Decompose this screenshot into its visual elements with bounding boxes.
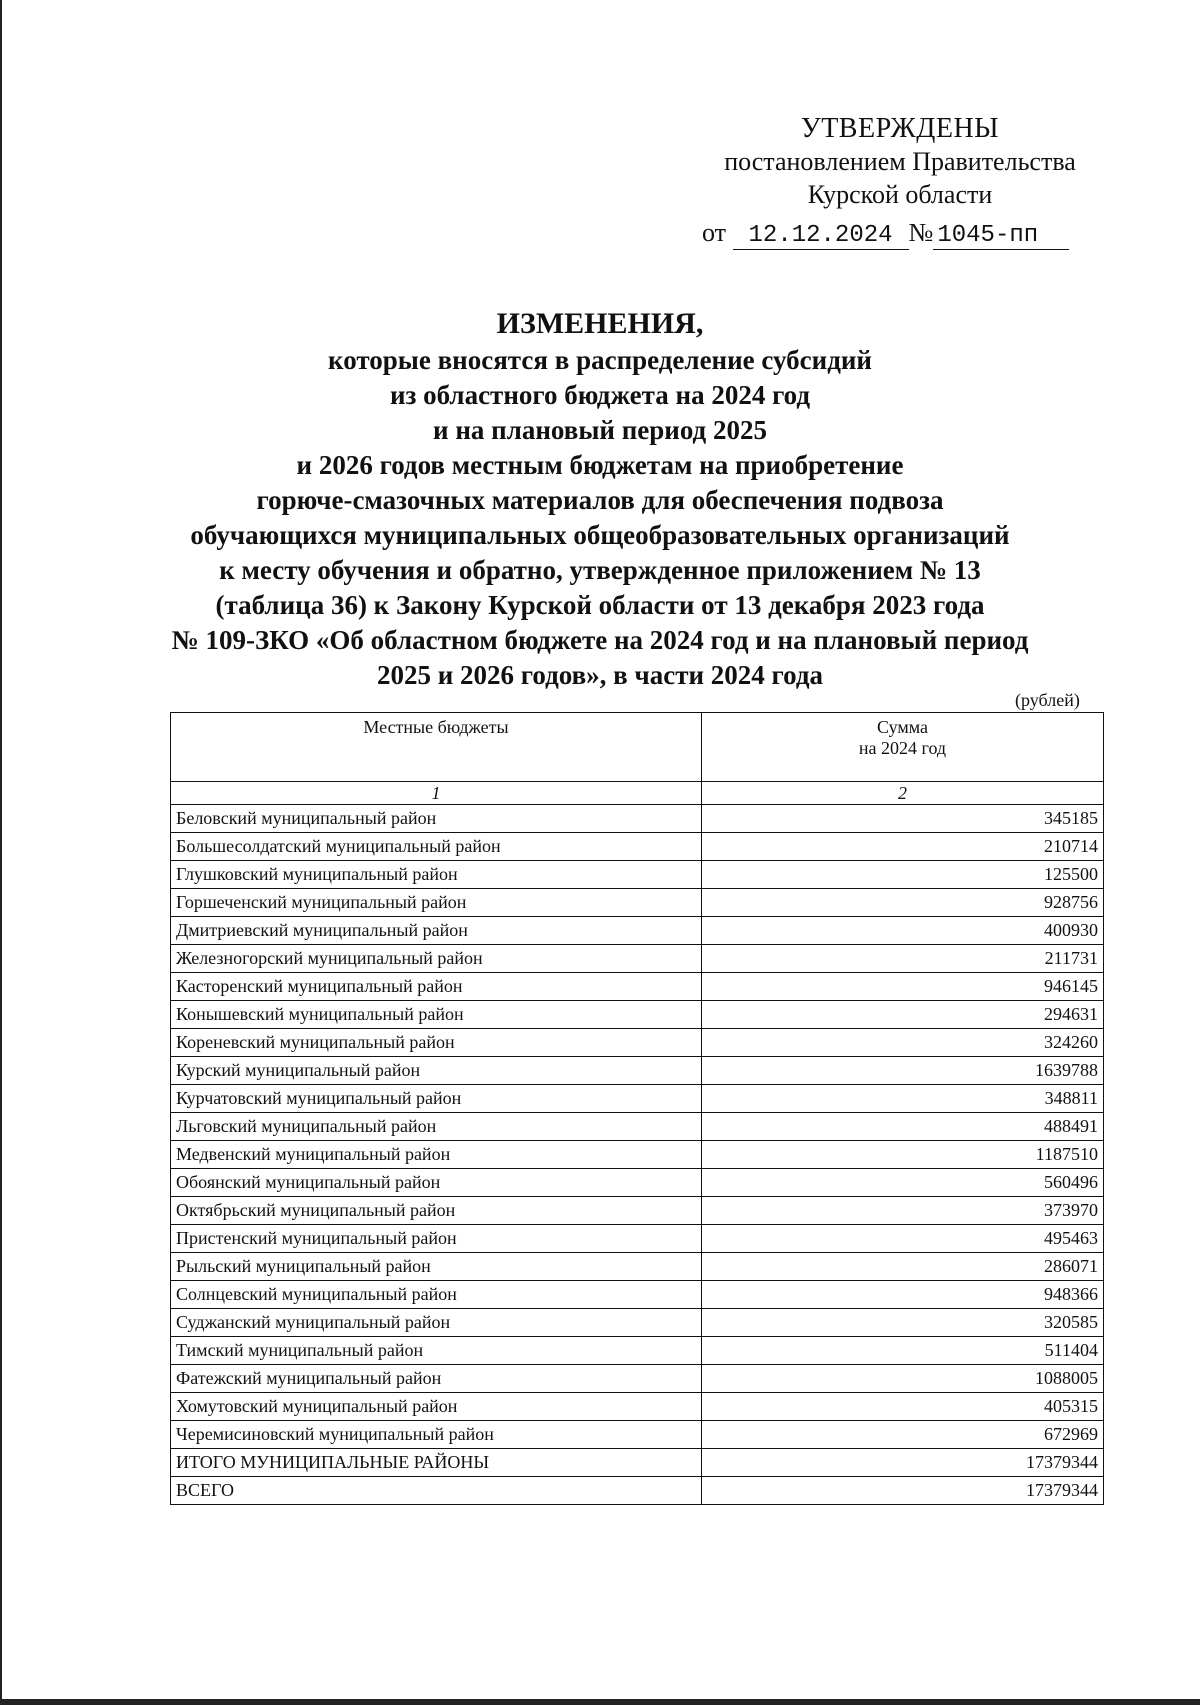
table-row [171, 1085, 1104, 1113]
table-row [171, 1029, 1104, 1057]
table-row [171, 1337, 1104, 1365]
budget-name-cell: Большесолдатский муниципальный район [171, 833, 702, 861]
table-row [171, 833, 1104, 861]
amount-cell: 928756 [702, 889, 1104, 917]
amount-cell: 511404 [702, 1337, 1104, 1365]
approval-number: 1045-пп [933, 222, 1069, 250]
table-row [171, 1477, 1104, 1505]
table-row [171, 1253, 1104, 1281]
document-title-line: из областного бюджета на 2024 год [389, 380, 811, 410]
document-title [150, 305, 1050, 693]
table-row [171, 1197, 1104, 1225]
header-amount-line-2: на 2024 год [858, 738, 947, 758]
budget-name-cell: Льговский муниципальный район [171, 1113, 702, 1141]
budget-name-cell: Горшеченский муниципальный район [171, 889, 702, 917]
amount-cell: 1187510 [702, 1141, 1104, 1169]
table-row [171, 1393, 1104, 1421]
budget-name-cell: Тимский муниципальный район [171, 1337, 702, 1365]
table-row [171, 1281, 1104, 1309]
budget-name-cell: Медвенский муниципальный район [171, 1141, 702, 1169]
table-row [171, 805, 1104, 833]
column-number-row [171, 782, 1104, 805]
column-number-1: 1 [171, 782, 702, 805]
table-row [171, 1113, 1104, 1141]
table-row [171, 945, 1104, 973]
approval-date: 12.12.2024 [733, 222, 909, 250]
approval-heading: УТВЕРЖДЕНЫ [800, 113, 1000, 144]
budget-name-cell: ИТОГО МУНИЦИПАЛЬНЫЕ РАЙОНЫ [171, 1449, 702, 1477]
budget-name-cell: Черемисиновский муниципальный район [171, 1421, 702, 1449]
table-row [171, 1141, 1104, 1169]
amount-cell: 348811 [702, 1085, 1104, 1113]
amount-cell: 400930 [702, 917, 1104, 945]
table-row [171, 973, 1104, 1001]
document-title-line: к месту обучения и обратно, утвержденное приложением № 13 [219, 555, 981, 585]
document-title-line: (таблица 36) к Закону Курской области от 13 декабря 2023 года [215, 590, 985, 620]
amount-cell: 373970 [702, 1197, 1104, 1225]
table-row [171, 1057, 1104, 1085]
budget-name-cell: Солнцевский муниципальный район [171, 1281, 702, 1309]
header-amount-line-1: Сумма [877, 717, 928, 737]
amount-cell: 320585 [702, 1309, 1104, 1337]
table-row [171, 1449, 1104, 1477]
budget-name-cell: Пристенский муниципальный район [171, 1225, 702, 1253]
budget-name-cell: Суджанский муниципальный район [171, 1309, 702, 1337]
amount-cell: 17379344 [702, 1477, 1104, 1505]
amount-cell: 405315 [702, 1393, 1104, 1421]
budget-name-cell: Глушковский муниципальный район [171, 861, 702, 889]
column-number-2: 2 [702, 782, 1104, 805]
document-title-line: 2025 и 2026 годов», в части 2024 года [376, 660, 823, 690]
amount-cell: 286071 [702, 1253, 1104, 1281]
budget-name-cell: Конышевский муниципальный район [171, 1001, 702, 1029]
amount-cell: 1639788 [702, 1057, 1104, 1085]
amount-cell: 560496 [702, 1169, 1104, 1197]
budget-name-cell: ВСЕГО [171, 1477, 702, 1505]
budget-name-cell: Курский муниципальный район [171, 1057, 702, 1085]
table-row [171, 1225, 1104, 1253]
amount-cell: 948366 [702, 1281, 1104, 1309]
approval-block [700, 112, 1100, 211]
document-title-line: № 109-ЗКО «Об областном бюджете на 2024 год и на плановый период [171, 625, 1029, 655]
budget-name-cell: Дмитриевский муниципальный район [171, 917, 702, 945]
header-local-budgets: Местные бюджеты [171, 713, 702, 782]
amount-cell: 495463 [702, 1225, 1104, 1253]
approval-number-sign: № [908, 218, 934, 247]
amount-cell: 946145 [702, 973, 1104, 1001]
budget-name-cell: Хомутовский муниципальный район [171, 1393, 702, 1421]
amount-cell: 345185 [702, 805, 1104, 833]
document-title-line: которые вносятся в распределение субсидий [328, 345, 872, 375]
amount-cell: 488491 [702, 1113, 1104, 1141]
budget-name-cell: Курчатовский муниципальный район [171, 1085, 702, 1113]
document-title-line: и на плановый период 2025 [433, 415, 767, 445]
table-row [171, 889, 1104, 917]
table-row [171, 861, 1104, 889]
table-row [171, 1309, 1104, 1337]
amount-cell: 211731 [702, 945, 1104, 973]
budget-name-cell: Октябрьский муниципальный район [171, 1197, 702, 1225]
amount-cell: 1088005 [702, 1365, 1104, 1393]
budget-name-cell: Железногорский муниципальный район [171, 945, 702, 973]
document-title-line: обучающихся муниципальных общеобразовательных организаций [190, 520, 1010, 550]
document-title-line: горюче-смазочных материалов для обеспечения подвоза [256, 485, 944, 515]
document-title-line: и 2026 годов местным бюджетам на приобретение [296, 450, 904, 480]
document-subtitle [150, 343, 1050, 693]
table-row [171, 1365, 1104, 1393]
amount-cell: 294631 [702, 1001, 1104, 1029]
budget-name-cell: Кореневский муниципальный район [171, 1029, 702, 1057]
table-row [171, 917, 1104, 945]
budget-name-cell: Касторенский муниципальный район [171, 973, 702, 1001]
approval-date-line [702, 218, 1069, 250]
table-row [171, 1169, 1104, 1197]
table-row [171, 1421, 1104, 1449]
amount-cell: 324260 [702, 1029, 1104, 1057]
budget-name-cell: Фатежский муниципальный район [171, 1365, 702, 1393]
amount-cell: 672969 [702, 1421, 1104, 1449]
budget-name-cell: Беловский муниципальный район [171, 805, 702, 833]
units-label: (рублей) [1015, 690, 1080, 710]
amount-cell: 17379344 [702, 1449, 1104, 1477]
amount-cell: 210714 [702, 833, 1104, 861]
budget-name-cell: Рыльский муниципальный район [171, 1253, 702, 1281]
budget-name-cell: Обоянский муниципальный район [171, 1169, 702, 1197]
approval-line-2: постановлением Правительства [724, 147, 1076, 176]
approval-line-3: Курской области [807, 180, 993, 209]
table-body [171, 805, 1104, 1505]
table-header-row [171, 713, 1104, 782]
header-amount [702, 713, 1104, 782]
document-heading: ИЗМЕНЕНИЯ, [496, 307, 704, 340]
budget-table [170, 712, 1104, 1505]
amount-cell: 125500 [702, 861, 1104, 889]
approval-prefix: от [702, 218, 727, 247]
scan-left-edge [0, 0, 2, 1705]
table-row [171, 1001, 1104, 1029]
scan-bottom-edge [0, 1699, 1200, 1705]
